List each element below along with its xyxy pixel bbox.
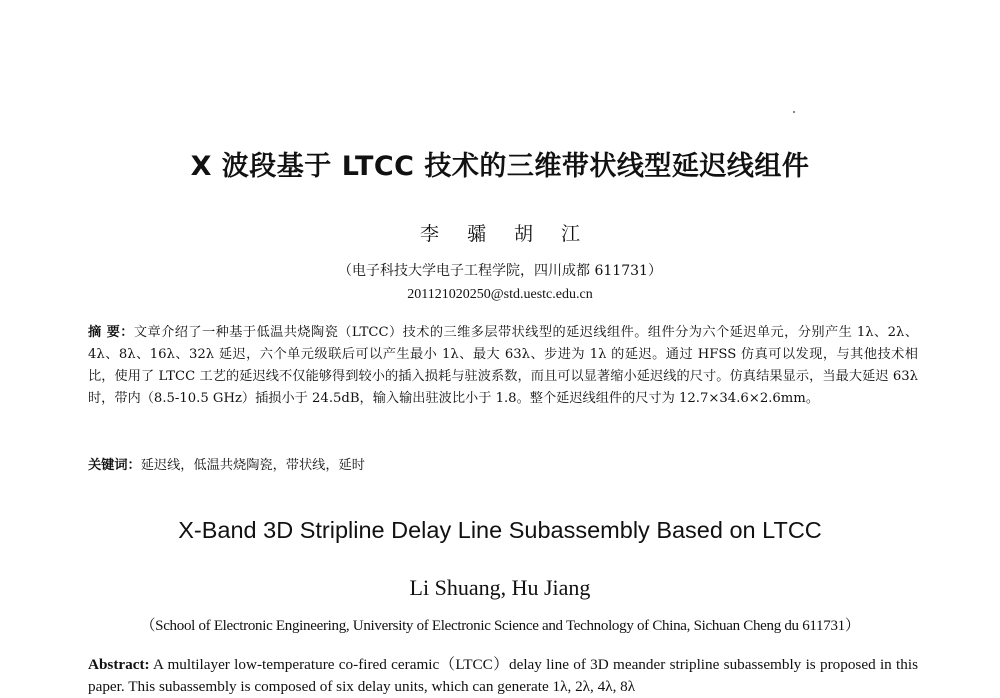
chinese-abstract-label: 摘 要： [88, 325, 134, 340]
chinese-affiliation: （电子科技大学电子工程学院，四川成都 611731） [338, 263, 662, 279]
chinese-abstract-text: 文章介绍了一种基于低温共烧陶瓷（LTCC）技术的三维多层带状线型的延迟线组件。组件分为六个延迟单元，分别产生 1λ、2λ、4λ、8λ、16λ、32λ 延迟，六个单元级联后可以产生最小 1λ、最大 63λ、步进为 1λ 的延迟。通过 HFSS 仿真可以发现，与其他技术相比，使用了 LTCC 工艺的延迟线不仅能够得到较小的插入损耗与驻波系数，而且可以显著缩小延迟线的尺寸。仿真结果显示，当最大延迟 63λ 时，带内（8.5-10.5 GHz）插损小于 24.5dB，输入输出驻波比小于 1.8。整个延迟线组件的尺寸为 12.7×34.6×2.6mm。 [88, 325, 919, 406]
chinese-keywords-text: 延迟线，低温共烧陶瓷，带状线，延时 [140, 458, 365, 473]
chinese-title: X 波段基于 LTCC 技术的三维带状线型延迟线组件 [190, 151, 810, 182]
english-authors: Li Shuang, Hu Jiang [409, 575, 591, 600]
english-abstract-text: A multilayer low-temperature co-fired ceramic（LTCC）delay line of 3D meander stripline subassembly is proposed in this paper. This subassembly is composed of six delay units, which can generate 1λ, 2λ, 4λ, 8λ [88, 656, 918, 695]
chinese-keywords-label: 关键词： [88, 458, 141, 473]
chinese-abstract [88, 322, 918, 410]
scan-speck [793, 111, 795, 113]
chinese-keywords [88, 455, 918, 477]
english-abstract [88, 654, 918, 698]
english-abstract-label: Abstract: [88, 656, 150, 673]
english-affiliation: （School of Electronic Engineering, University of Electronic Science and Technology of China, Sichuan Cheng du 611731） [140, 618, 860, 634]
chinese-authors: 李 骦 胡 江 [419, 223, 581, 245]
author-email: 201121020250@std.uestc.edu.cn [407, 287, 593, 302]
english-title: X-Band 3D Stripline Delay Line Subassembly Based on LTCC [178, 517, 822, 543]
